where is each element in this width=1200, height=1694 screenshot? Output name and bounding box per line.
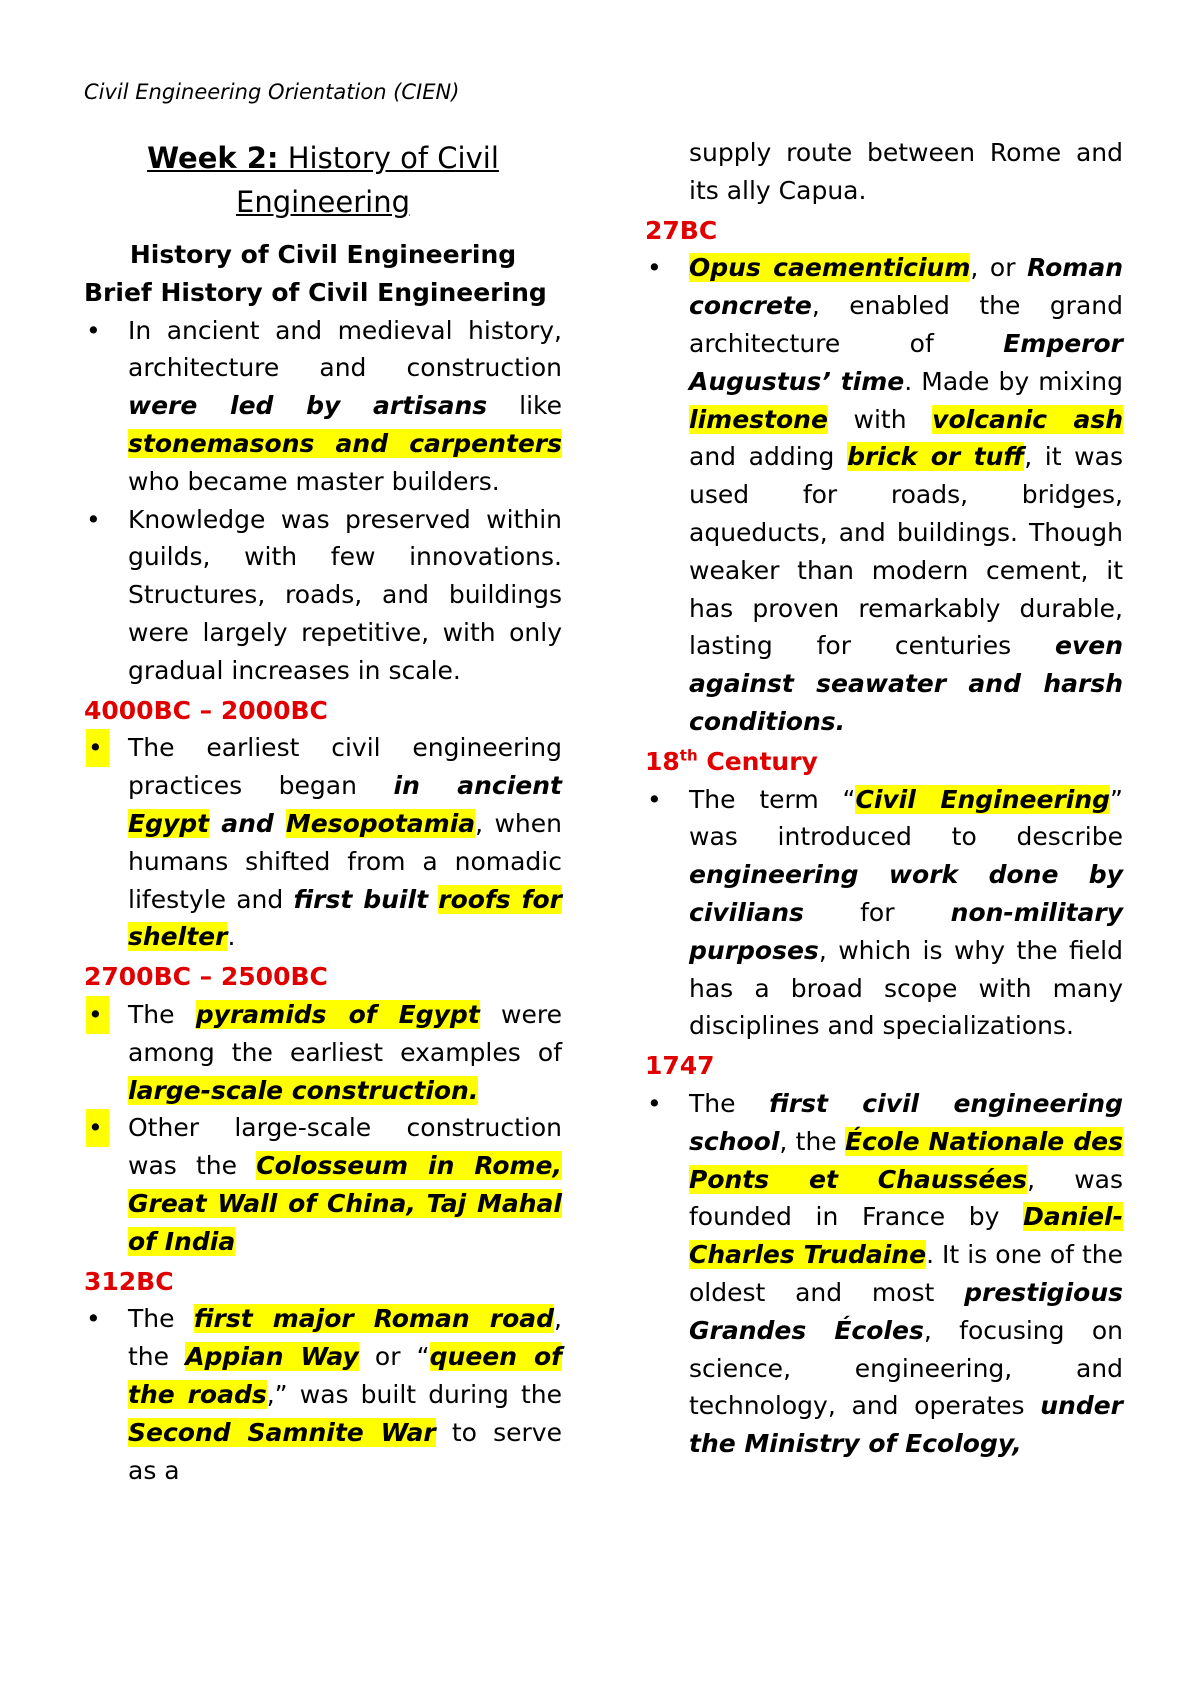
text-run: engineering work done by civilians [689, 860, 1123, 927]
text-run: non-military purposes [689, 897, 1123, 965]
text-run: under the Ministry of Ecology, [689, 1391, 1123, 1459]
year-number: 18 [645, 746, 680, 776]
text-run: Colosseum in Rome, Great Wall of China, Taj Mahal of India [128, 1151, 562, 1256]
list-item [128, 729, 562, 956]
era-heading [645, 743, 1123, 781]
text-run: roofs for shelter [128, 884, 563, 952]
list-item [128, 1300, 562, 1489]
list-item [128, 1109, 562, 1260]
text-run: to serve as a [128, 1417, 562, 1485]
text-run: . Made by mixing [904, 366, 1123, 396]
page-title [84, 136, 562, 224]
text-run: limestone [689, 404, 828, 434]
text-run: , enabled the grand architecture of [689, 291, 1123, 358]
right-column [645, 134, 1123, 1463]
era-heading: 1747 [645, 1051, 715, 1081]
era-list [645, 249, 1123, 740]
text-run: In ancient and medieval history, architecture and construction [128, 315, 562, 383]
text-run: The [689, 1088, 770, 1118]
text-run: , when humans shifted from a nomadic lifestyle and [128, 808, 562, 914]
text-run: were among the earliest examples of [128, 999, 562, 1067]
year-rest: Century [697, 746, 818, 776]
text-run: Other large-scale construction was the [128, 1113, 562, 1181]
text-run: stonemasons and carpenters [128, 428, 562, 458]
text-run: Civil Engineering [855, 784, 1111, 814]
text-run: pyramids of Egypt [195, 999, 480, 1029]
title-week-label: Week 2: [147, 141, 279, 175]
text-run: volcanic ash [932, 404, 1124, 434]
left-column [84, 136, 562, 1489]
text-run: . [227, 922, 236, 952]
text-run: . It is one of the oldest and most [689, 1240, 1123, 1307]
list-item [128, 501, 562, 690]
text-run: first civil engineering school [689, 1088, 1123, 1156]
list-item [689, 781, 1123, 1046]
text-run: ,” was built during the [266, 1379, 562, 1409]
text-run: The earliest civil engineering practices began [128, 733, 562, 801]
list-item [128, 996, 562, 1109]
text-run: The [128, 999, 196, 1029]
list-item [689, 249, 1123, 740]
text-run: , which is why the field has a broad scope with many disciplines and specializations. [689, 935, 1123, 1041]
text-run: and adding [689, 442, 848, 472]
era-heading: 312BC [84, 1266, 174, 1296]
text-run: , focusing on science, engineering, and technology, and operates [689, 1315, 1123, 1421]
text-run: , it was used for roads, bridges, aqueducts, and buildings. Though weaker than modern cement, it has proven remarkably durable, lasting for centuries [689, 442, 1123, 661]
text-run: Emperor Augustus’ time [689, 328, 1123, 396]
text-run: Roman concrete [689, 253, 1124, 321]
text-run: who became master builders. [128, 466, 500, 496]
text-run: , or [970, 253, 1028, 283]
era-heading: 4000BC – 2000BC [84, 695, 328, 725]
text-run: , the [128, 1304, 562, 1372]
era-heading: 27BC [645, 215, 718, 245]
continued-paragraph: supply route between Rome and its ally Capua. [689, 138, 1123, 205]
text-run: Daniel-Charles Trudaine [689, 1202, 1123, 1270]
era-list [645, 1085, 1123, 1463]
text-run: The term “ [689, 784, 856, 814]
era-list [645, 781, 1123, 1046]
text-run: Second Samnite War [128, 1417, 436, 1447]
era-heading: 2700BC – 2500BC [84, 962, 328, 992]
title-text: History of Civil Engineering [236, 141, 499, 219]
list-item [128, 312, 562, 501]
text-run: queen of the roads [128, 1342, 562, 1409]
text-run: first built [293, 884, 429, 914]
text-run: prestigious Grandes Écoles [689, 1277, 1123, 1345]
year-suffix: th [679, 746, 698, 765]
text-run: even against seawater and harsh conditions. [689, 631, 1123, 736]
text-run: or “ [358, 1342, 430, 1372]
text-run: The [128, 1304, 194, 1334]
text-run: , the [779, 1126, 845, 1156]
text-run: like [487, 391, 562, 421]
text-run: Mesopotamia [285, 808, 476, 838]
text-run: , was founded in France by [689, 1164, 1123, 1232]
text-run: Egypt [128, 808, 210, 838]
era-list [84, 1300, 562, 1489]
list-item [689, 1085, 1123, 1463]
text-run: in ancient [393, 771, 562, 801]
text-run: first major Roman road [193, 1304, 555, 1334]
section-title: Brief History of Civil Engineering [84, 277, 547, 307]
text-run: were led by artisans [128, 391, 488, 421]
era-list [84, 996, 562, 1261]
text-run: and [209, 808, 286, 838]
text-run: large-scale construction. [128, 1075, 479, 1105]
document-header: Civil Engineering Orientation (CIEN) [84, 80, 460, 104]
text-run: Knowledge was preserved within guilds, with few innovations. Structures, roads, and buildings were largely repetitive, with only gradual increases in scale. [128, 504, 562, 685]
intro-list [84, 312, 562, 690]
text-run: brick or tuff [847, 442, 1025, 472]
subtitle: History of Civil Engineering [129, 240, 517, 269]
text-run: for [803, 897, 951, 927]
text-run: with [827, 404, 933, 434]
text-run: Opus caementicium [689, 253, 971, 283]
text-run: ” was introduced to describe [689, 784, 1123, 852]
text-run: École Nationale des Ponts et Chaussées [689, 1126, 1123, 1194]
era-list [84, 729, 562, 956]
text-run [428, 885, 438, 914]
text-run: Appian Way [185, 1342, 359, 1372]
